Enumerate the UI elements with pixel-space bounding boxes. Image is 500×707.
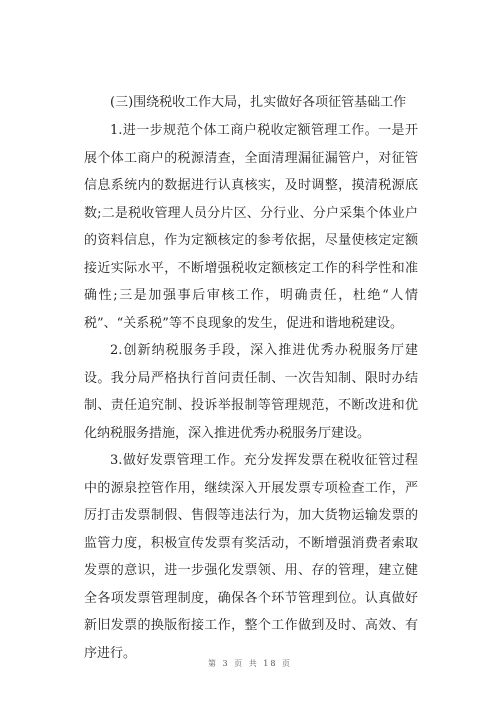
paragraph-3: 3.做好发票管理工作。充分发挥发票在税收征管过程中的源泉控管作用，继续深入开展发票专项检查工作，严厉打击发票制假、售假等违法行为，加大货物运输发票的监管力度，积极宣传发票有奖活动，不断增强消费者索取发票的意识，进一步强化发票领、用、存的管理，建立健全各项发票管理制度，确保各个环节管理到位。认真做好新旧发票的换版衔接工作，整个工作做到及时、高效、有序进行。 (84, 453, 418, 661)
section-heading: (三)围绕税收工作大局，扎实做好各项征管基础工作 (110, 95, 407, 110)
paragraph-1: 1.进一步规范个体工商户税收定额管理工作。一是开展个体工商户的税源清查，全面清理漏征漏管户，对征管信息系统内的数据进行认真核实，及时调整，摸清税源底数;二是税收管理人员分片区、分行业、分户采集个体业户的资料信息，作为定额核定的参考依据，尽量使核定定额接近实际水平，不断增强税收定额核定工作的科学性和准确性;三是加强事后审核工作，明确责任，杜绝“人情税”、“关系税”等不良现象的发生，促进和谐地税建设。 (84, 123, 418, 331)
paragraph-2: 2.创新纳税服务手段，深入推进优秀办税服务厅建设。我分局严格执行首问责任制、一次告知制、限时办结制、责任追究制、投诉举报制等管理规范，不断改进和优化纳税服务措施，深入推进优秀办税服务厅建设。 (84, 343, 418, 441)
page-number-footer: 第 3 页 共 18 页 (208, 659, 292, 668)
document-body (84, 89, 418, 667)
